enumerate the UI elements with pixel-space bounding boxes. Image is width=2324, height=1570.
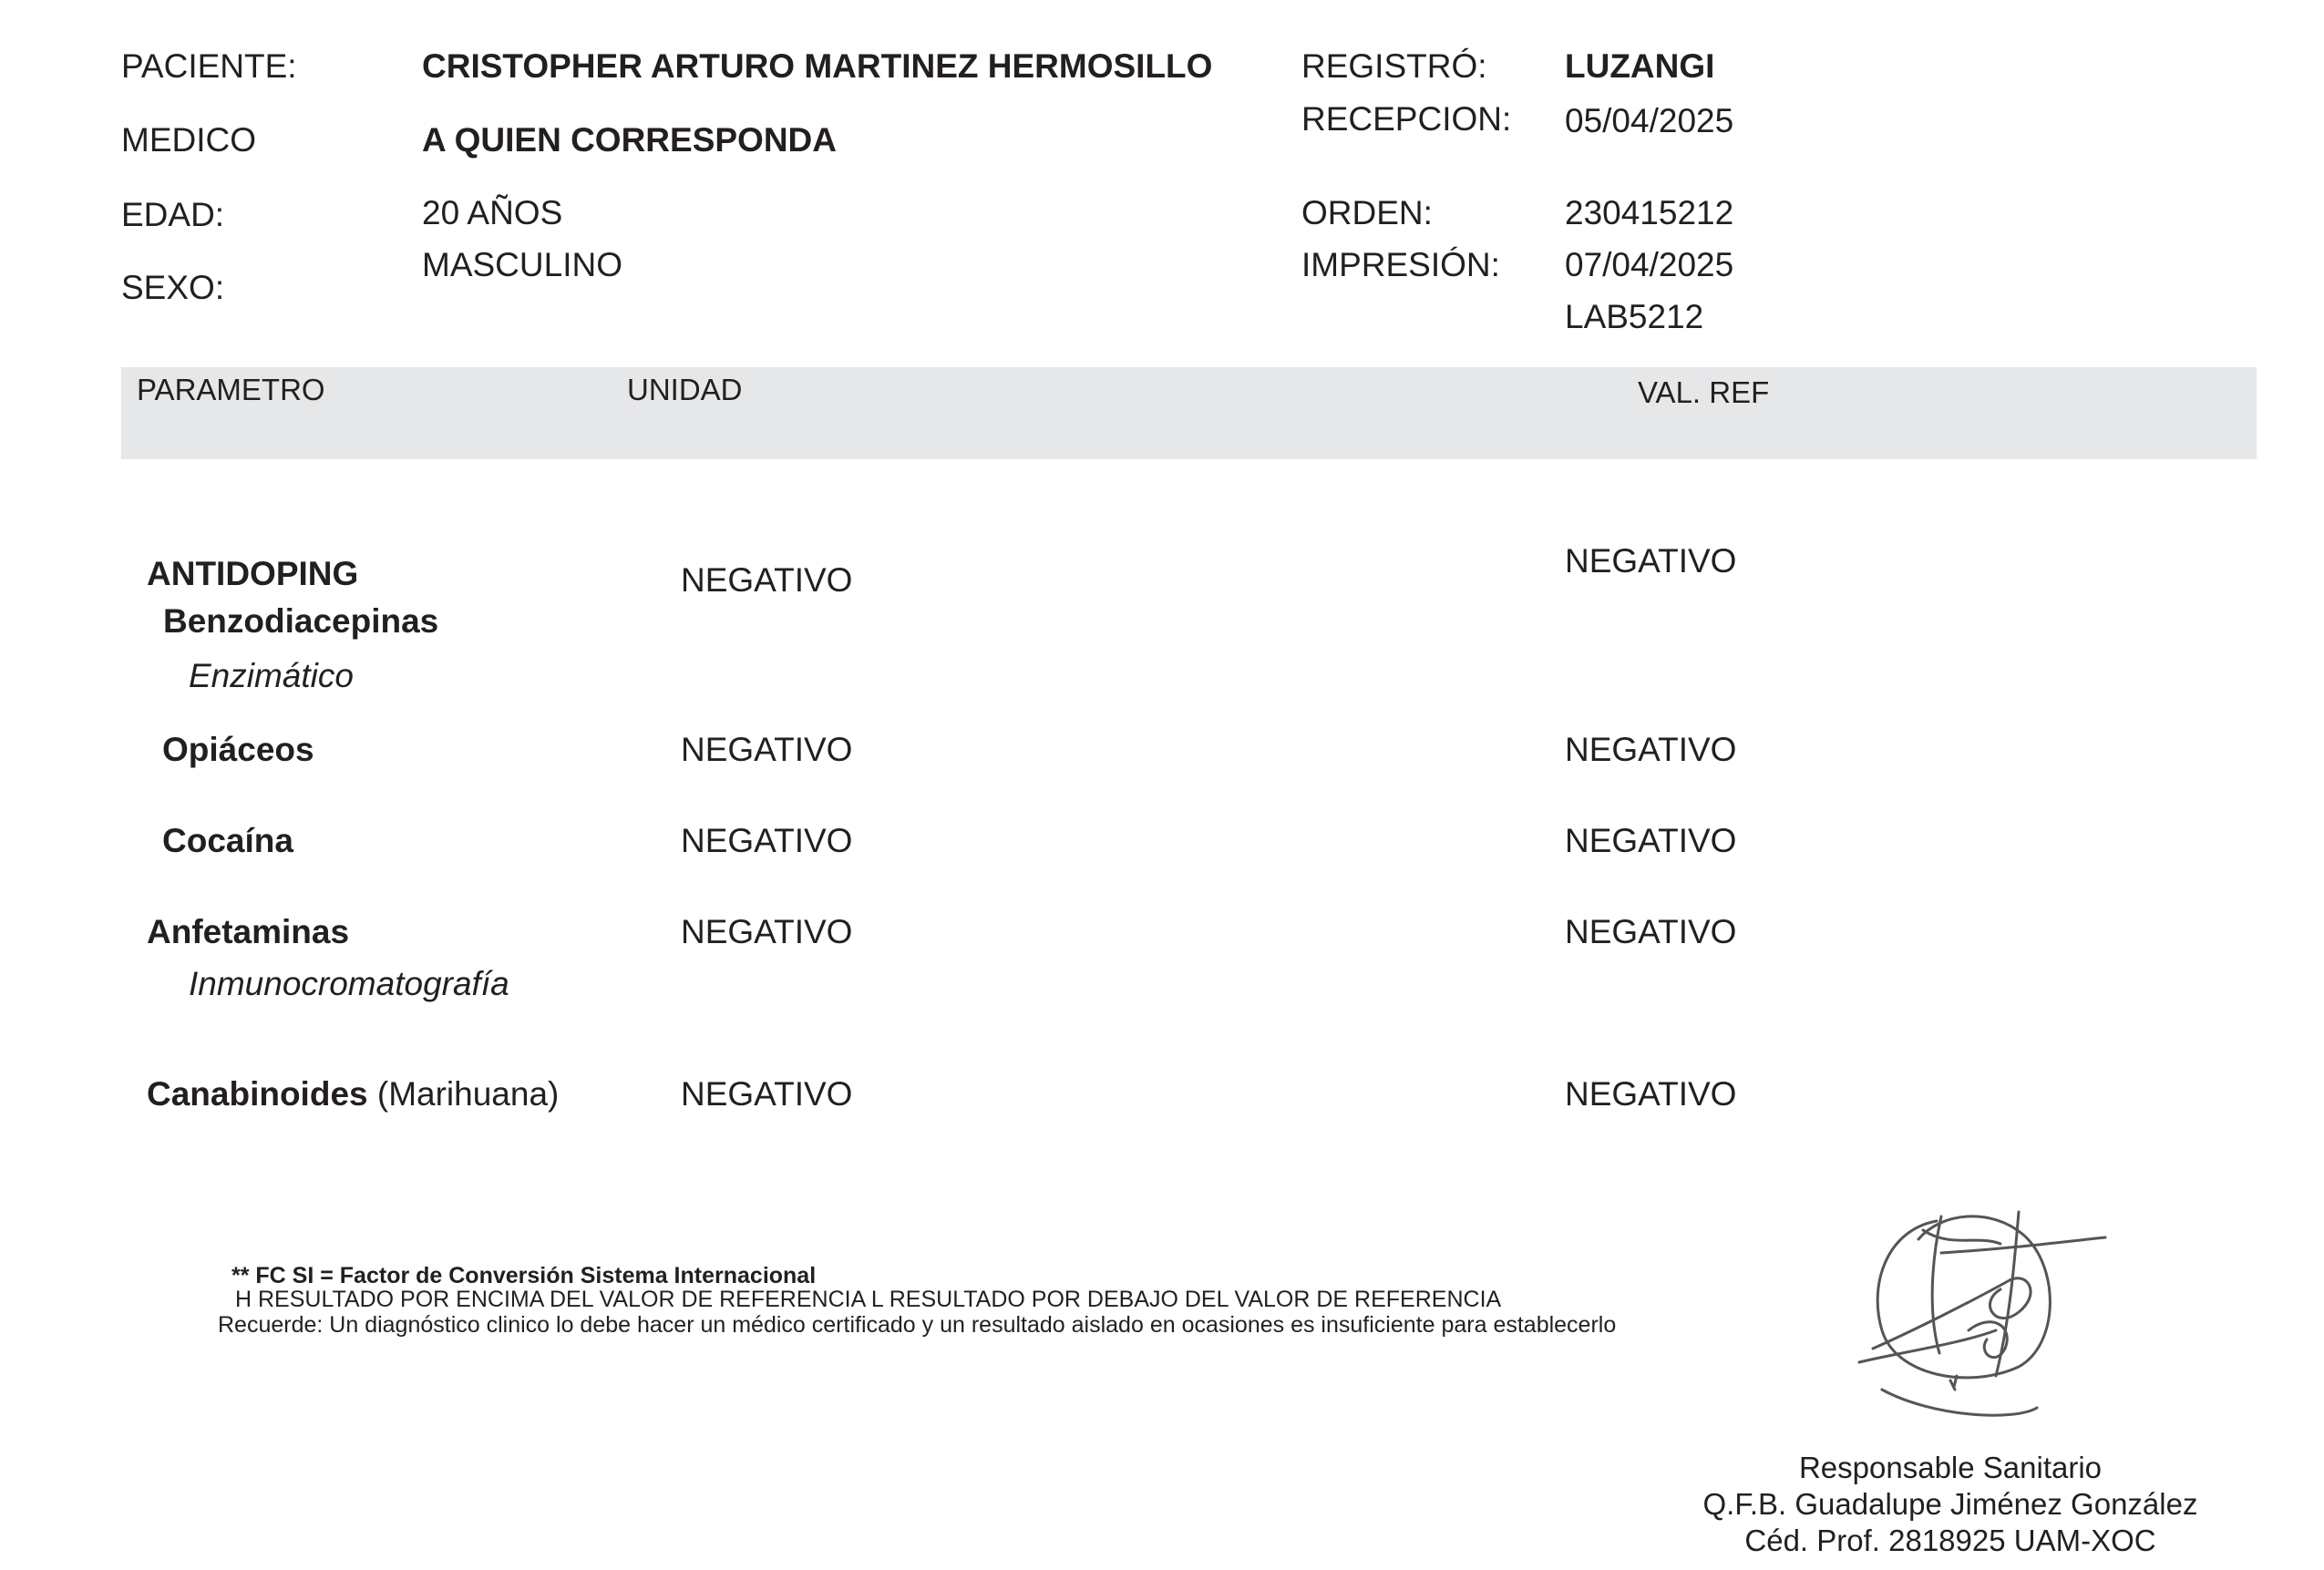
row-method-enzimatico: Enzimático <box>189 657 354 694</box>
row-anfetaminas-result: NEGATIVO <box>681 913 853 950</box>
label-paciente: PACIENTE: <box>121 47 297 85</box>
label-impresion: IMPRESIÓN: <box>1301 246 1500 283</box>
row-opiaceos-name: Opiáceos <box>162 731 314 768</box>
doctor-name: A QUIEN CORRESPONDA <box>422 121 838 159</box>
label-registro: REGISTRÓ: <box>1301 47 1487 85</box>
note-fc-si: ** FC SI = Factor de Conversión Sistema Internacional <box>231 1263 817 1288</box>
header-parametro: PARAMETRO <box>137 373 325 406</box>
reception-date: 05/04/2025 <box>1565 102 1734 139</box>
row-method-inmunocromatografia: Inmunocromatografía <box>189 965 509 1002</box>
patient-age: 20 AÑOS <box>422 194 563 231</box>
signature-image <box>1832 1194 2123 1440</box>
order-number: 230415212 <box>1565 194 1734 231</box>
row-cocaina-ref: NEGATIVO <box>1565 822 1737 859</box>
label-sexo: SEXO: <box>121 269 225 306</box>
row-benzodiacepinas-name: Benzodiacepinas <box>163 602 439 640</box>
patient-sex: MASCULINO <box>422 246 622 283</box>
table-header-bar <box>121 367 2257 459</box>
row-opiaceos-ref: NEGATIVO <box>1565 731 1737 768</box>
signature-cedula: Céd. Prof. 2818925 UAM-XOC <box>1744 1524 2156 1557</box>
row-canabinoides-ref: NEGATIVO <box>1565 1075 1737 1113</box>
note-h-l-legend: H RESULTADO POR ENCIMA DEL VALOR DE REFERENCIA L RESULTADO POR DEBAJO DEL VALOR DE REFERENCIA <box>235 1287 1502 1312</box>
row-benzodiacepinas-result: NEGATIVO <box>681 561 853 599</box>
row-canabinoides-result: NEGATIVO <box>681 1075 853 1113</box>
lab-code: LAB5212 <box>1565 298 1704 335</box>
row-anfetaminas-ref: NEGATIVO <box>1565 913 1737 950</box>
row-canabinoides-suffix: (Marihuana) <box>376 1075 560 1113</box>
registered-by: LUZANGI <box>1565 47 1715 85</box>
row-benzodiacepinas-ref: NEGATIVO <box>1565 542 1737 580</box>
label-orden: ORDEN: <box>1301 194 1433 231</box>
header-unidad: UNIDAD <box>627 373 743 406</box>
label-recepcion: RECEPCION: <box>1301 100 1512 138</box>
patient-name: CRISTOPHER ARTURO MARTINEZ HERMOSILLO <box>422 47 1213 85</box>
label-medico: MEDICO <box>121 121 256 159</box>
signature-name: Q.F.B. Guadalupe Jiménez González <box>1702 1487 2198 1521</box>
row-antidoping-title: ANTIDOPING <box>147 555 359 592</box>
header-val-ref: VAL. REF <box>1638 375 1770 409</box>
row-cocaina-result: NEGATIVO <box>681 822 853 859</box>
print-date: 07/04/2025 <box>1565 246 1734 283</box>
row-cocaina-name: Cocaína <box>162 822 293 859</box>
row-anfetaminas-name: Anfetaminas <box>147 913 350 950</box>
label-edad: EDAD: <box>121 196 225 233</box>
row-opiaceos-result: NEGATIVO <box>681 731 853 768</box>
note-recuerde: Recuerde: Un diagnóstico clinico lo debe hacer un médico certificado y un resultado aislado en ocasiones es insuficiente para establecerlo <box>218 1312 1617 1338</box>
row-canabinoides-label <box>147 1075 559 1113</box>
row-canabinoides-name: Canabinoides <box>147 1075 368 1113</box>
signature-title: Responsable Sanitario <box>1798 1451 2103 1484</box>
